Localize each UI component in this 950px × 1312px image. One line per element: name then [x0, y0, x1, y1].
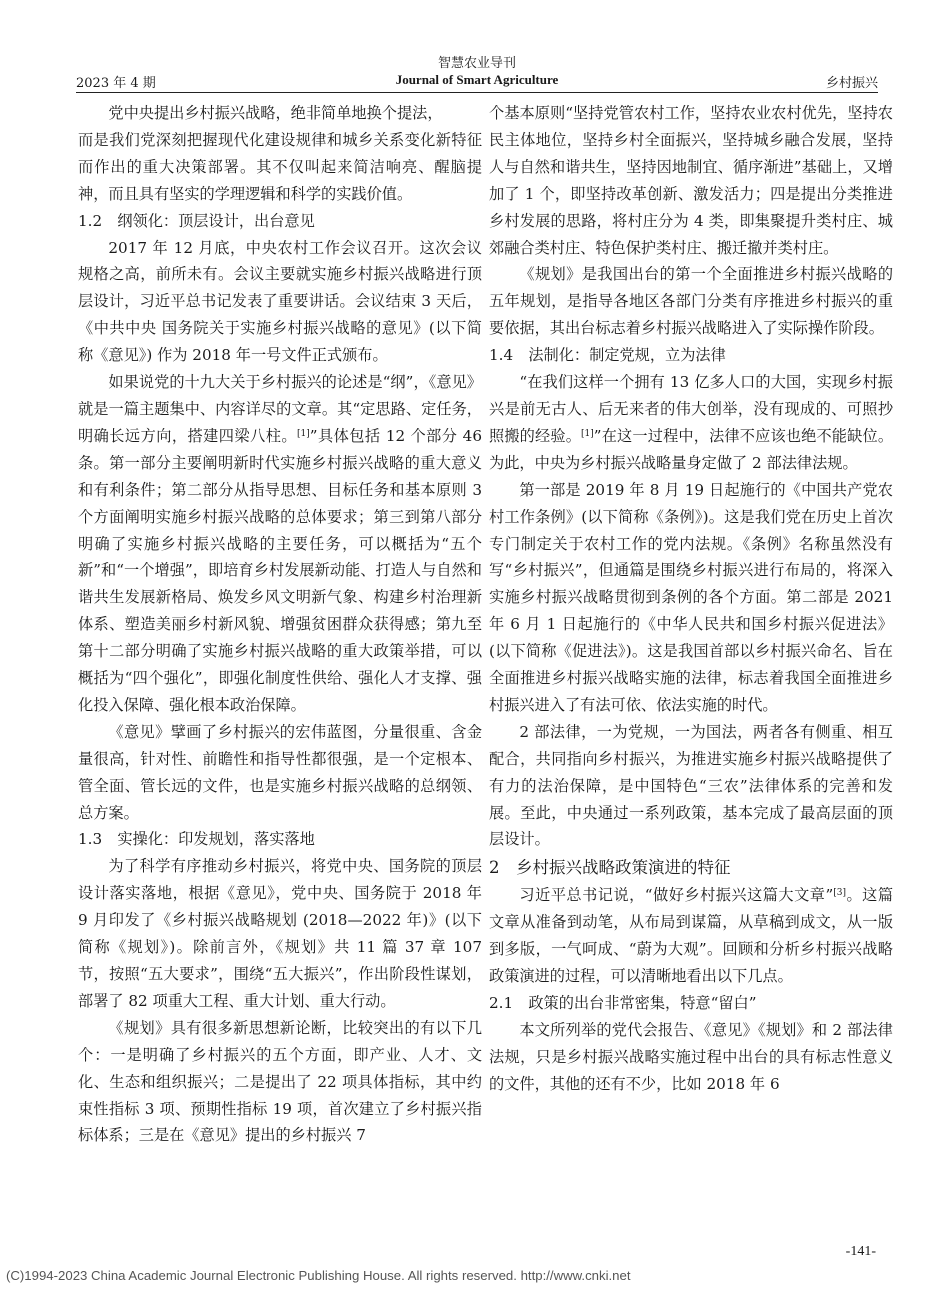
paragraph: 《规划》是我国出台的第一个全面推进乡村振兴战略的五年规划，是指导各地区各部门分类有序推进乡村振兴的重要依据，其出台标志着乡村振兴战略进入了实际操作阶段。 [489, 265, 893, 338]
section-label: 乡村振兴 [825, 76, 878, 91]
citation-ref: [1] [297, 428, 310, 439]
paragraph [78, 369, 482, 719]
page-number: -141- [845, 1244, 876, 1259]
paragraph: 党中央提出乡村振兴战略，绝非简单地换个提法， [108, 104, 443, 122]
page-header [76, 52, 878, 94]
paragraph: 《意见》擘画了乡村振兴的宏伟蓝图，分量很重、含金量很高，针对性、前瞻性和指导性都很强，是一个定根本、管全面、管长远的文件，也是实施乡村振兴战略的总纲领、总方案。 [78, 722, 482, 822]
paragraph: 《规划》具有很多新思想新论断，比较突出的有以下几个：一是明确了乡村振兴的五个方面，即产业、人才、文化、生态和组织振兴；二是提出了 22 项具体指标，其中约束性指标 3 项、预期性指标 19 项，首次建立了乡村振兴指标体系；三是在《意见》提出的乡村振兴 7 [78, 1018, 482, 1145]
paragraph: 为了科学有序推动乡村振兴，将党中央、国务院的顶层设计落实落地，根据《意见》，党中央、国务院于 2018 年 9 月印发了《乡村振兴战略规划 (2018—2022 年)》(以下简称《规划》)。除前言外，《规划》共 11 篇 37 章 107 节，按照“五大要求”，围绕“五大振兴”，作出阶段性谋划，部署了 82 项重大工程、重大计划、重大行动。 [78, 857, 482, 1010]
paragraph [489, 882, 893, 990]
paragraph [489, 369, 893, 477]
citation-ref: [3] [833, 888, 846, 899]
section-heading-1-4: 1.4 法制化：制定党规，立为法律 [489, 346, 726, 365]
copyright-footer: (C)1994-2023 China Academic Journal Electronic Publishing House. All rights reserved. http://www.cnki.net [6, 1268, 631, 1283]
section-heading-2-1: 2.1 政策的出台非常密集，特意“留白” [489, 994, 757, 1012]
citation-ref: [1] [581, 428, 594, 439]
paragraph-text: ”具体包括 12 个部分 46 条。第一部分主要阐明新时代实施乡村振兴战略的重大意义和有利条件；第二部分从指导思想、目标任务和基本原则 3 个方面阐明实施乡村振兴战略的总体要求；第三到第八部分明确了实施乡村振兴战略的主要任务，可以概括为“五个新”和“一个增强”，即培育乡村发展新动能、打造人与自然和谐共生发展新格局、焕发乡风文明新气象、构建乡村治理新体系、塑造美丽乡村新风貌、增强贫困群众获得感；第九至第十二部分明确了实施乡村振兴战略的重大政策举措，可以概括为“四个强化”，即强化制度性供给、强化人才支撑、强化投入保障、强化根本政治保障。 [78, 426, 482, 714]
paragraph-text: 。这篇文章从准备到动笔，从布局到谋篇，从草稿到成文，从一版到多版，一气呵成、“蔚为大观”。回顾和分析乡村振兴战略政策演进的过程，可以清晰地看出以下几点。 [489, 886, 894, 986]
paragraph-text: “在我们这样一个拥有 13 亿多人口的大国，实现乡村振兴是前无古人、后无来者的伟大创举，没有现成的、可照抄照搬的经验。 [489, 373, 893, 445]
journal-title-en: Journal of Smart Agriculture [395, 72, 559, 87]
paragraph-text: ”在这一过程中，法律不应该也绝不能缺位。为此，中央为乡村振兴战略量身定做了 2 部法律法规。 [489, 426, 894, 472]
section-heading-1-2: 1.2 纲领化：顶层设计，出台意见 [78, 211, 315, 230]
paragraph-text: 习近平总书记说，“做好乡村振兴这篇大文章” [519, 886, 834, 905]
issue-label: 2023 年 4 期 [76, 76, 156, 91]
paragraph-text: 如果说党的十九大关于乡村振兴的论述是“纲”，《意见》就是一篇主题集中、内容详尽的文章。其“定思路、定任务，明确长远方向，搭建四梁八柱。 [78, 373, 482, 445]
right-column [489, 100, 893, 1098]
paragraph: 个基本原则“坚持党管农村工作，坚持农业农村优先，坚持农民主体地位，坚持乡村全面振兴，坚持城乡融合发展，坚持人与自然和谐共生，坚持因地制宜、循序渐进”基础上，又增加了 1 个，即坚持改革创新、激发活力；四是提出分类推进乡村发展的思路，将村庄分为 4 类，即集聚提升类村庄、城郊融合类村庄、特色保护类村庄、搬迁撤并类村庄。 [489, 104, 893, 257]
paragraph: 2 部法律，一为党规，一为国法，两者各有侧重、相互配合，共同指向乡村振兴，为推进实施乡村振兴战略提供了有力的法治保障，是中国特色“三农”法律体系的完善和发展。至此，中央通过一系列政策，基本完成了最高层面的顶层设计。 [489, 722, 893, 849]
header-divider [76, 92, 878, 93]
journal-title-cn: 智慧农业导刊 [437, 56, 516, 71]
paragraph: 第一部是 2019 年 8 月 19 日起施行的《中国共产党农村工作条例》(以下简称《条例》)。这是我们党在历史上首次专门制定关于农村工作的党内法规。《条例》名称虽然没有写“乡村振兴”，但通篇是围绕乡村振兴进行布局的，将深入实施乡村振兴战略贯彻到条例的各个方面。第二部是 2021 年 6 月 1 日起施行的《中华人民共和国乡村振兴促进法》(以下简称《促进法》)。这是我国首部以乡村振兴命名、旨在全面推进乡村振兴战略实施的法律，标志着我国全面推进乡村振兴进入了有法可依、依法实施的时代。 [489, 480, 893, 714]
paragraph: 本文所列举的党代会报告、《意见》《规划》和 2 部法律法规，只是乡村振兴战略实施过程中出台的具有标志性意义的文件，其他的还有不少，比如 2018 年 6 [489, 1020, 893, 1093]
paragraph: 而是我们党深刻把握现代化建设规律和城乡关系变化新特征而作出的重大决策部署。其不仅叫起来简洁响亮、醒脑提神，而且具有坚实的学理逻辑和科学的实践价值。 [78, 130, 482, 203]
paragraph: 2017 年 12 月底，中央农村工作会议召开。这次会议规格之高，前所未有。会议主要就实施乡村振兴战略进行顶层设计，习近平总书记发表了重要讲话。会议结束 3 天后，《中共中央 国务院关于实施乡村振兴战略的意见》(以下简称《意见》) 作为 2018 年一号文件正式颁布。 [78, 238, 482, 365]
section-heading-1-3: 1.3 实操化：印发规划，落实落地 [78, 830, 315, 849]
section-heading-2: 2 乡村振兴战略政策演进的特征 [489, 858, 731, 878]
left-column [78, 100, 482, 1149]
